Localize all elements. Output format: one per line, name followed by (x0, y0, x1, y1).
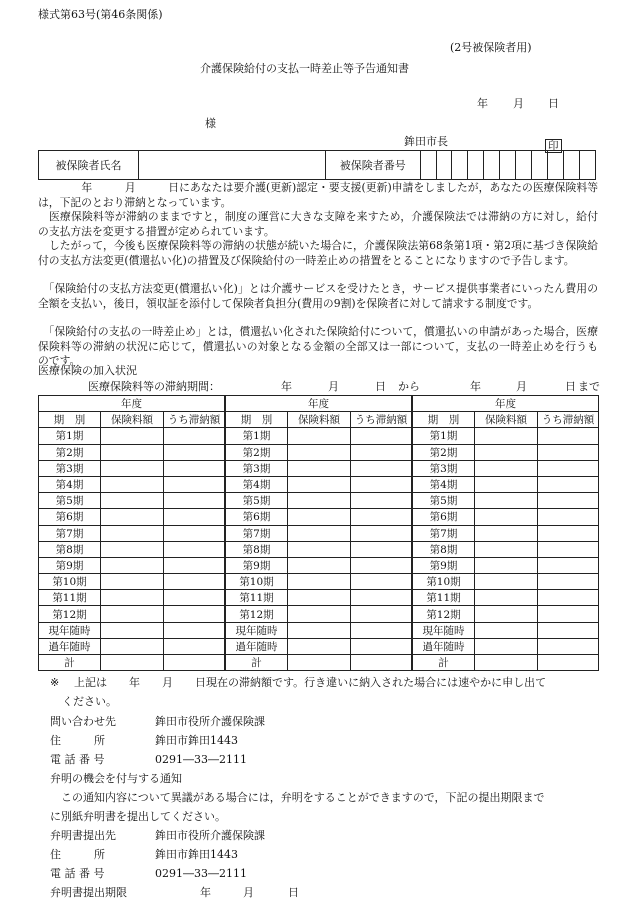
table-row (413, 509, 599, 525)
premium-amount-cell[interactable] (288, 476, 351, 492)
notice-paragraph-1: 年 月 日にあなたは要介護(更新)認定・要支援(更新)申請をしましたが，あなたの医療保険料等は，下記のとおり滞納となっています。 (38, 181, 598, 209)
period-label: 第1期 (39, 428, 101, 444)
premium-amount-cell[interactable] (101, 476, 164, 492)
delinquent-amount-cell[interactable] (538, 590, 599, 606)
period-label: 第7期 (39, 525, 101, 541)
delinquent-amount-cell[interactable] (351, 655, 412, 671)
insured-number-digit[interactable] (532, 151, 548, 180)
submit-phone-value: 0291―33―2111 (155, 867, 247, 880)
period-label: 第9期 (413, 557, 475, 573)
issuer-name: 鉾田市長 (404, 135, 448, 148)
premium-amount-cell[interactable] (475, 509, 538, 525)
table-row (39, 622, 225, 638)
period-label: 計 (413, 655, 475, 671)
table-row (413, 428, 599, 444)
delinquent-amount-cell[interactable] (164, 541, 225, 557)
period-label: 第4期 (413, 476, 475, 492)
addressee-suffix: 様 (205, 117, 216, 130)
period-label: 第2期 (226, 444, 288, 460)
submit-to-label: 弁明書提出先 (50, 829, 116, 842)
inquiry-value: 鉾田市役所介護保険課 (155, 715, 265, 728)
period-label: 過年随時 (39, 638, 101, 654)
date-day: 日 (548, 97, 559, 110)
premium-amount-column-header: 保険料額 (288, 412, 351, 428)
deadline-label: 弁明書提出期限 (50, 886, 127, 899)
document-title: 介護保険給付の支払一時差止等予告通知書 (200, 62, 409, 75)
insured-name-field[interactable] (138, 151, 325, 180)
period-label: 第11期 (413, 590, 475, 606)
table-row (226, 622, 412, 638)
period-label: 第4期 (39, 476, 101, 492)
delinquent-amount-cell[interactable] (164, 606, 225, 622)
insured-number-digit[interactable] (500, 151, 516, 180)
premium-amount-cell[interactable] (288, 541, 351, 557)
premium-amount-cell[interactable] (101, 557, 164, 573)
delinquent-amount-cell[interactable] (351, 493, 412, 509)
table-row (226, 476, 412, 492)
period-column-header: 期 別 (226, 412, 288, 428)
period-label: 第8期 (413, 541, 475, 557)
insured-number-digit[interactable] (452, 151, 468, 180)
period-label: 現年随時 (413, 622, 475, 638)
address-value: 鉾田市鉾田1443 (155, 734, 238, 747)
period-label: 第1期 (413, 428, 475, 444)
delinquent-amount-cell[interactable] (538, 606, 599, 622)
insured-number-digit[interactable] (579, 151, 595, 180)
delinquent-amount-cell[interactable] (351, 574, 412, 590)
delinquent-amount-cell[interactable] (538, 622, 599, 638)
premium-amount-cell[interactable] (101, 590, 164, 606)
fiscal-year-header: 年度 (413, 396, 599, 412)
date-month: 月 (513, 97, 524, 110)
delinquent-amount-cell[interactable] (351, 606, 412, 622)
table-row (413, 590, 599, 606)
table-row (413, 557, 599, 573)
table-row (39, 606, 225, 622)
table-row (226, 557, 412, 573)
insured-number-digit[interactable] (484, 151, 500, 180)
premium-amount-cell[interactable] (288, 460, 351, 476)
premium-amount-cell[interactable] (101, 638, 164, 654)
period-end-year: 年 (470, 380, 481, 393)
delinquent-amount-column-header: うち滞納額 (538, 412, 599, 428)
premium-amount-cell[interactable] (288, 638, 351, 654)
phone-label: 電 話 番 号 (50, 753, 105, 766)
hearing-heading: 弁明の機会を付与する通知 (50, 772, 182, 785)
delinquent-amount-cell[interactable] (164, 525, 225, 541)
premium-amount-cell[interactable] (475, 557, 538, 573)
table-row (226, 460, 412, 476)
period-label: 第12期 (413, 606, 475, 622)
table-row (226, 574, 412, 590)
period-label: 第11期 (39, 590, 101, 606)
premium-amount-column-header: 保険料額 (475, 412, 538, 428)
delinquency-table-year-3 (412, 395, 599, 671)
submit-address-value: 鉾田市鉾田1443 (155, 848, 238, 861)
delinquent-amount-cell[interactable] (164, 557, 225, 573)
premium-amount-cell[interactable] (288, 590, 351, 606)
premium-amount-cell[interactable] (101, 493, 164, 509)
period-label: 第5期 (413, 493, 475, 509)
period-label: 第12期 (39, 606, 101, 622)
delinquent-amount-cell[interactable] (164, 655, 225, 671)
period-start-month: 月 (328, 380, 339, 393)
delinquency-table-year-1 (38, 395, 225, 671)
delinquent-amount-cell[interactable] (538, 476, 599, 492)
notice-paragraph-5: 「保険給付の支払の一時差止め」とは，償還払い化された保険給付について，償還払いの申請があった場合，医療保険料等の滞納の状況に応じて，償還払いの対象となる金額の全部又は一部について，支払の一時差止めを行うものです。 (38, 325, 598, 368)
period-label: 第8期 (226, 541, 288, 557)
official-seal: 印 (545, 134, 562, 153)
table-row (226, 638, 412, 654)
period-label: 過年随時 (226, 638, 288, 654)
table-row (226, 655, 412, 671)
premium-amount-cell[interactable] (288, 428, 351, 444)
table-row (413, 638, 599, 654)
period-column-header: 期 別 (39, 412, 101, 428)
table-row (39, 460, 225, 476)
fiscal-year-header: 年度 (226, 396, 412, 412)
delinquent-amount-cell[interactable] (538, 525, 599, 541)
delinquent-amount-cell[interactable] (164, 590, 225, 606)
period-label: 第6期 (226, 509, 288, 525)
delinquent-amount-cell[interactable] (351, 460, 412, 476)
delinquency-table-year-2 (225, 395, 412, 671)
delinquent-amount-cell[interactable] (351, 541, 412, 557)
table-row (39, 638, 225, 654)
period-end-month: 月 (516, 380, 527, 393)
premium-amount-cell[interactable] (288, 622, 351, 638)
period-label: 第2期 (39, 444, 101, 460)
delinquent-amount-cell[interactable] (351, 525, 412, 541)
table-row (39, 655, 225, 671)
table-row (226, 606, 412, 622)
note-line-2: ください。 (62, 695, 117, 708)
delinquency-period-label: 医療保険料等の滞納期間： (88, 380, 220, 393)
delinquent-amount-column-header: うち滞納額 (164, 412, 225, 428)
premium-amount-cell[interactable] (101, 655, 164, 671)
delinquent-amount-cell[interactable] (351, 444, 412, 460)
premium-amount-cell[interactable] (475, 622, 538, 638)
delinquent-amount-cell[interactable] (351, 638, 412, 654)
submit-address-label: 住 所 (50, 848, 105, 861)
date-year: 年 (477, 97, 488, 110)
delinquent-amount-cell[interactable] (538, 557, 599, 573)
period-label: 第3期 (39, 460, 101, 476)
period-label: 計 (226, 655, 288, 671)
deadline-day: 日 (288, 886, 299, 899)
premium-amount-cell[interactable] (288, 509, 351, 525)
table-row (226, 509, 412, 525)
table-row (39, 428, 225, 444)
premium-amount-cell[interactable] (475, 541, 538, 557)
period-label: 第10期 (226, 574, 288, 590)
delinquent-amount-cell[interactable] (538, 460, 599, 476)
premium-amount-cell[interactable] (101, 444, 164, 460)
delinquent-amount-cell[interactable] (164, 493, 225, 509)
table-row (413, 655, 599, 671)
premium-amount-cell[interactable] (101, 606, 164, 622)
table-row (413, 460, 599, 476)
table-row (413, 541, 599, 557)
period-label: 現年随時 (39, 622, 101, 638)
table-row (39, 476, 225, 492)
delinquent-amount-cell[interactable] (351, 622, 412, 638)
period-from: から (398, 380, 420, 393)
premium-amount-cell[interactable] (101, 574, 164, 590)
period-end-day: 日 (565, 380, 576, 393)
delinquent-amount-cell[interactable] (538, 493, 599, 509)
premium-amount-cell[interactable] (288, 444, 351, 460)
delinquent-amount-cell[interactable] (164, 428, 225, 444)
delinquent-amount-cell[interactable] (351, 509, 412, 525)
premium-amount-cell[interactable] (288, 655, 351, 671)
address-label: 住 所 (50, 734, 105, 747)
period-label: 第10期 (39, 574, 101, 590)
delinquent-amount-cell[interactable] (538, 509, 599, 525)
table-row (226, 428, 412, 444)
table-row (413, 476, 599, 492)
table-row (226, 541, 412, 557)
period-start-year: 年 (281, 380, 292, 393)
insured-number-digit[interactable] (516, 151, 532, 180)
table-row (226, 493, 412, 509)
notice-paragraph-3: したがって，今後も医療保険料等の滞納の状態が続いた場合に，介護保険法第68条第1項・第2項に基づき保険給付の支払方法変更(償還払い化)の措置及び保険給付の一時差止めの措置をとることになりますので予告します。 (38, 239, 598, 267)
delinquent-amount-cell[interactable] (538, 574, 599, 590)
insured-number-digit[interactable] (420, 151, 436, 180)
premium-amount-cell[interactable] (475, 428, 538, 444)
form-code: 様式第63号(第46条関係) (38, 8, 163, 21)
hearing-line-1: この通知内容について異議がある場合には，弁明をすることができますので，下記の提出期限まで (50, 791, 545, 804)
premium-amount-cell[interactable] (475, 655, 538, 671)
insured-info-table (38, 150, 596, 180)
period-until: まで (578, 380, 600, 393)
premium-amount-cell[interactable] (475, 476, 538, 492)
delinquent-amount-cell[interactable] (351, 428, 412, 444)
insured-category: (2号被保険者用) (450, 41, 532, 54)
delinquent-amount-cell[interactable] (351, 476, 412, 492)
table-row (39, 493, 225, 509)
premium-amount-cell[interactable] (101, 509, 164, 525)
delinquent-amount-cell[interactable] (164, 476, 225, 492)
period-label: 第6期 (39, 509, 101, 525)
period-label: 第3期 (413, 460, 475, 476)
delinquent-amount-cell[interactable] (164, 574, 225, 590)
period-label: 第7期 (226, 525, 288, 541)
table-row (39, 557, 225, 573)
note-line-1: 上記は 年 月 日現在の滞納額です。行き違いに納入された場合には速やかに申し出て (74, 676, 547, 689)
premium-amount-cell[interactable] (475, 444, 538, 460)
period-label: 第4期 (226, 476, 288, 492)
premium-amount-cell[interactable] (101, 428, 164, 444)
period-label: 計 (39, 655, 101, 671)
premium-amount-cell[interactable] (101, 525, 164, 541)
insured-number-digit[interactable] (548, 151, 564, 180)
premium-amount-cell[interactable] (475, 493, 538, 509)
table-row (39, 574, 225, 590)
premium-amount-column-header: 保険料額 (101, 412, 164, 428)
premium-amount-cell[interactable] (475, 525, 538, 541)
hearing-line-2: に別紙弁明書を提出してください。 (50, 810, 226, 823)
fiscal-year-header: 年度 (39, 396, 225, 412)
period-label: 現年随時 (226, 622, 288, 638)
premium-amount-cell[interactable] (288, 493, 351, 509)
period-label: 第7期 (413, 525, 475, 541)
delinquent-amount-cell[interactable] (164, 460, 225, 476)
period-label: 第5期 (39, 493, 101, 509)
period-label: 第9期 (39, 557, 101, 573)
delinquent-amount-cell[interactable] (164, 638, 225, 654)
table-row (226, 525, 412, 541)
period-label: 第9期 (226, 557, 288, 573)
delinquent-amount-column-header: うち滞納額 (351, 412, 412, 428)
table-row (39, 525, 225, 541)
delinquent-amount-cell[interactable] (164, 444, 225, 460)
period-label: 第3期 (226, 460, 288, 476)
period-label: 過年随時 (413, 638, 475, 654)
table-row (413, 574, 599, 590)
period-label: 第12期 (226, 606, 288, 622)
table-row (413, 493, 599, 509)
table-row (39, 590, 225, 606)
premium-amount-cell[interactable] (475, 638, 538, 654)
delinquent-amount-cell[interactable] (351, 590, 412, 606)
period-label: 第1期 (226, 428, 288, 444)
table-row (226, 590, 412, 606)
submit-to-value: 鉾田市役所介護保険課 (155, 829, 265, 842)
notice-paragraph-2: 医療保険料等が滞納のままですと，制度の運営に大きな支障を来すため，介護保険法では滞納の方に対し，給付の支払方法を変更する措置が定められています。 (38, 210, 598, 238)
premium-amount-cell[interactable] (101, 541, 164, 557)
delinquent-amount-cell[interactable] (164, 622, 225, 638)
deadline-year: 年 (200, 886, 211, 899)
delinquent-amount-cell[interactable] (351, 557, 412, 573)
delinquent-amount-cell[interactable] (538, 655, 599, 671)
premium-amount-cell[interactable] (288, 557, 351, 573)
period-label: 第5期 (226, 493, 288, 509)
table-row (413, 525, 599, 541)
enrollment-heading: 医療保険の加入状況 (38, 364, 137, 377)
delinquent-amount-cell[interactable] (538, 428, 599, 444)
premium-amount-cell[interactable] (475, 606, 538, 622)
period-start-day: 日 (375, 380, 386, 393)
premium-amount-cell[interactable] (475, 460, 538, 476)
premium-amount-cell[interactable] (475, 590, 538, 606)
table-row (39, 444, 225, 460)
period-label: 第6期 (413, 509, 475, 525)
premium-amount-cell[interactable] (288, 606, 351, 622)
table-row (413, 444, 599, 460)
insured-number-digit[interactable] (436, 151, 452, 180)
table-row (226, 444, 412, 460)
submit-phone-label: 電 話 番 号 (50, 867, 105, 880)
delinquent-amount-cell[interactable] (538, 638, 599, 654)
delinquent-amount-cell[interactable] (538, 444, 599, 460)
premium-amount-cell[interactable] (475, 574, 538, 590)
period-label: 第10期 (413, 574, 475, 590)
period-label: 第2期 (413, 444, 475, 460)
table-row (39, 541, 225, 557)
deadline-month: 月 (243, 886, 254, 899)
table-row (39, 509, 225, 525)
insured-name-label: 被保険者氏名 (39, 151, 139, 180)
insured-number-digit[interactable] (564, 151, 580, 180)
phone-value: 0291―33―2111 (155, 753, 247, 766)
premium-amount-cell[interactable] (288, 525, 351, 541)
table-row (413, 622, 599, 638)
period-label: 第11期 (226, 590, 288, 606)
inquiry-label: 問い合わせ先 (50, 715, 116, 728)
premium-amount-cell[interactable] (288, 574, 351, 590)
period-column-header: 期 別 (413, 412, 475, 428)
insured-number-label: 被保険者番号 (325, 151, 420, 180)
delinquent-amount-cell[interactable] (164, 509, 225, 525)
insured-number-digit[interactable] (468, 151, 484, 180)
table-row (413, 606, 599, 622)
premium-amount-cell[interactable] (101, 622, 164, 638)
notice-paragraph-4: 「保険給付の支払方法変更(償還払い化)」とは介護サービスを受けたとき，サービス提供事業者にいったん費用の全額を支払い，後日，領収証を添付して保険者負担分(費用の9割)を保険者に対して請求する制度です。 (38, 282, 598, 310)
period-label: 第8期 (39, 541, 101, 557)
premium-amount-cell[interactable] (101, 460, 164, 476)
note-mark: ※ (50, 676, 60, 689)
delinquent-amount-cell[interactable] (538, 541, 599, 557)
